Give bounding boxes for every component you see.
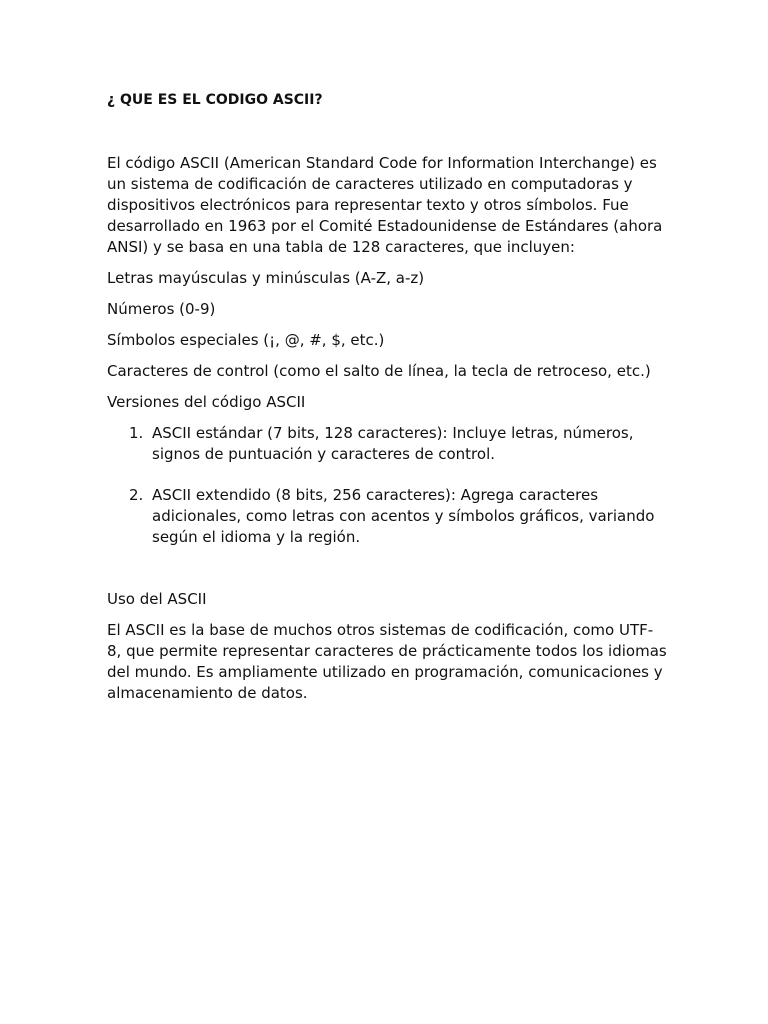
- document-page: [107, 89, 667, 704]
- intro-paragraph: El código ASCII (American Standard Code for Information Interchange) es un sistema de codificación de caracteres utilizado en computadoras y dispositivos electrónicos para representar texto y otros símbolos. Fue desarrollado en 1963 por el Comité Estadounidense de Estándares (ahora ANSI) y se basa en una tabla de 128 caracteres, que incluyen:: [107, 154, 663, 256]
- usage-paragraph: El ASCII es la base de muchos otros sistemas de codificación, como UTF-8, que permite representar caracteres de prácticamente todos los idiomas del mundo. Es ampliamente utilizado en programación, comunicaciones y almacenamiento de datos.: [107, 621, 667, 702]
- version-text: ASCII extendido (8 bits, 256 caracteres): Agrega caracteres adicionales, como letras con acentos y símbolos gráficos, variando según el idioma y la región.: [152, 486, 655, 546]
- character-type-item: Símbolos especiales (¡, @, #, $, etc.): [107, 331, 385, 349]
- character-type-item: Letras mayúsculas y minúsculas (A-Z, a-z): [107, 269, 425, 287]
- character-type-item: Caracteres de control (como el salto de línea, la tecla de retroceso, etc.): [107, 362, 651, 380]
- versions-heading: Versiones del código ASCII: [107, 393, 306, 411]
- version-item: [107, 485, 667, 548]
- usage-heading: Uso del ASCII: [107, 590, 207, 608]
- list-number: 2.: [129, 486, 144, 504]
- version-item: [107, 423, 667, 465]
- character-type-item: Números (0-9): [107, 300, 216, 318]
- version-text: ASCII estándar (7 bits, 128 caracteres): Incluye letras, números, signos de puntuación y caracteres de control.: [152, 424, 634, 463]
- list-number: 1.: [129, 424, 144, 442]
- versions-list: [107, 423, 667, 548]
- document-title: ¿ QUE ES EL CODIGO ASCII?: [107, 92, 323, 108]
